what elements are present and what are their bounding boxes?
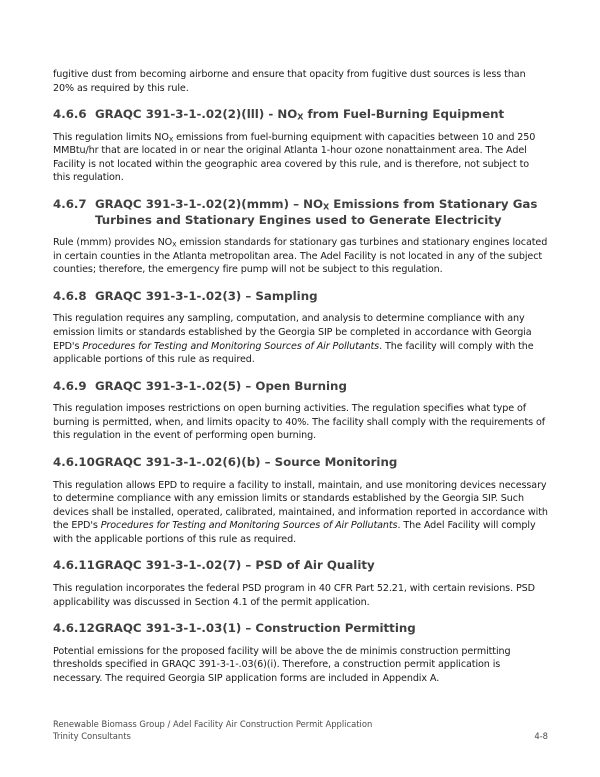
section-heading [53,197,548,228]
section-title: GRAQC 391-3-1-.02(3) – Sampling [95,288,318,303]
section-number: 4.6.11 [53,558,95,573]
page-number: 4-8 [534,731,548,741]
section-4-6-11 [53,558,548,609]
section-title: GRAQC 391-3-1-.02(5) – Open Burning [95,378,347,393]
section-title: GRAQC 391-3-1-.03(1) – Construction Permitting [95,621,416,636]
section-paragraph: This regulation limits $NO_X$ emissions from fuel-burning equipment with capacities between 10 and 250 MMBtu/hr that are located in or near the original Atlanta 1-hour ozone nonattainment area. The Adel Facility is not located within the geographic area covered by this rule, and is therefore, not subject to this regulation. [53,131,536,184]
intro-paragraph: fugitive dust from becoming airborne and ensure that opacity from fugitive dust sources is less than 20% as required by this rule. [53,69,526,94]
page-footer [53,718,548,742]
section-title: GRAQC $391-3-1-.02(2)(lll) - NO_X$ from Fuel-Burning Equipment [95,107,505,122]
section-heading [53,289,548,305]
section-paragraph: This regulation imposes restrictions on open burning activities. The regulation specifies what type of burning is permitted, when, and limits opacity to 40%. The facility shall comply with the requirements of this regulation in the event of performing open burning. [53,403,546,442]
section-4-6-7 [53,197,548,277]
section-4-6-10 [53,455,548,546]
document-reference: Procedures for Testing and Monitoring Sources of Air Pollutants [82,340,380,352]
section-paragraph: Potential emissions for the proposed facility will be above the de minimis construction permitting thresholds specified in GRAQC 391-3-1-.03(6)(i). Therefore, a construction permit application is necessary. The required Georgia SIP application forms are included in Appendix A. [53,645,511,684]
section-heading [53,558,548,574]
section-heading [53,379,548,395]
section-number: 4.6.8 [53,288,87,303]
footer-company: Trinity Consultants [53,731,131,741]
section-paragraph: Rule (mmm) provides $NO_X$ emission standards for stationary gas turbines and stationary engines located in certain counties in the Atlanta metropolitan area. The Adel Facility is not located in any of the subject counties; therefore, the emergency fire pump will not be subject to this regulation. [53,237,548,276]
section-4-6-8 [53,289,548,367]
footer-document-title: Renewable Biomass Group / Adel Facility Air Construction Permit Application [53,719,373,729]
section-number: 4.6.12 [53,621,95,636]
section-4-6-6 [53,107,548,185]
section-title: GRAQC 391-3-1-.02(7) – PSD of Air Quality [95,558,375,573]
document-body [53,68,548,697]
section-paragraph: This regulation requires any sampling, computation, and analysis to determine compliance with any emission limits or standards established by the Georgia SIP be completed in accordance with Georgia EPD's Procedures for Testing and Monitoring Sources of Air Pollutants. The facility will comply with the applicable portions of this rule as required. [53,313,534,366]
section-4-6-9 [53,379,548,443]
section-number: 4.6.9 [53,378,87,393]
section-heading [53,621,548,637]
section-number: 4.6.6 [53,107,87,122]
section-4-6-12 [53,621,548,685]
section-number: 4.6.7 [53,197,87,212]
section-title: GRAQC 391-3-1-.02(6)(b) – Source Monitoring [95,455,398,469]
document-reference: Procedures for Testing and Monitoring Sources of Air Pollutants [100,520,398,532]
section-paragraph: This regulation allows EPD to require a facility to install, maintain, and use monitoring devices necessary to determine compliance with any emission limits or standards established by the Georgia SIP. Such devices shall be installed, operated, calibrated, maintained, and information reported in accordance with the EPD's Procedures for Testing and Monitoring Sources of Air Pollutants. The Adel Facility will comply with the applicable portions of this rule as required. [53,479,548,545]
section-title: GRAQC $391-3-1-.02(2)(mmm) - NO_X$ Emissions from Stationary Gas Turbines and Stationary Engines used to Generate Electricity [95,197,538,227]
section-heading [53,455,548,471]
section-heading [53,107,548,123]
section-number: 4.6.10 [53,455,95,469]
section-paragraph: This regulation incorporates the federal PSD program in 40 CFR Part 52.21, with certain revisions. PSD applicability was discussed in Section 4.1 of the permit application. [53,582,535,608]
